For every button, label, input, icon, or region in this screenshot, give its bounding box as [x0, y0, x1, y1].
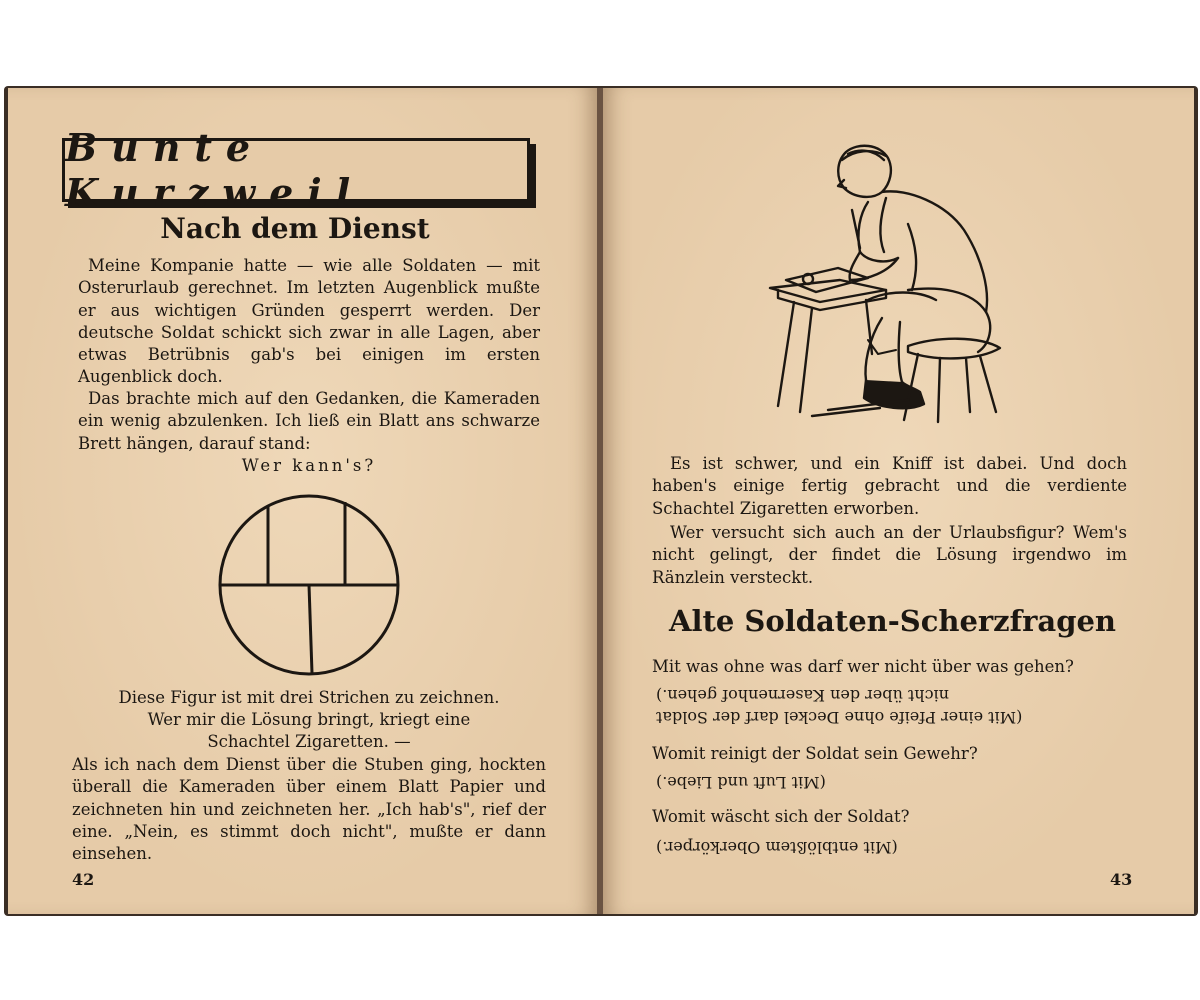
page-number-left: 42: [72, 870, 95, 889]
soldier-illustration: [768, 140, 1008, 425]
question-2: Womit reinigt der Soldat sein Gewehr?: [652, 744, 978, 763]
caption-line-3: Schachtel Zigaretten. —: [207, 732, 411, 751]
wer-kanns-line: Wer kann's?: [241, 456, 377, 475]
page-number-right: 43: [1110, 870, 1133, 889]
answer-2: (Mit Luft und Liebe.): [656, 773, 826, 792]
right-paragraph-2: Wer versucht sich auch an der Urlaubsfigur? Wem's nicht gelingt, der findet die Lösung irgendwo im Ränzlein versteckt.: [652, 523, 1127, 587]
answer-1-line-1: (Mit einer Pfeife ohne Deckel darf der Soldat: [656, 708, 1023, 727]
book-gutter: [597, 88, 603, 914]
left-heading: Nach dem Dienst: [160, 212, 430, 245]
caption-line-1: Diese Figur ist mit drei Strichen zu zeichnen.: [118, 688, 500, 707]
right-heading: Alte Soldaten-Scherzfragen: [668, 604, 1117, 638]
puzzle-vertical-line-3: [309, 585, 312, 673]
puzzle-figure: [210, 492, 410, 682]
left-paragraph-1: Meine Kompanie hatte — wie alle Soldaten — mit Osterurlaub gerechnet. Im letzten Augenblick mußte er aus wichtigen Gründen gesperrt werden. Der deutsche Soldat schickt sich zwar in alle Lagen, aber etwas Betrübnis gab's bei einigen im ersten Augenblick doch.: [78, 256, 540, 387]
left-paragraph-2: Das brachte mich auf den Gedanken, die Kameraden ein wenig abzulenken. Ich ließ ein Blatt ans schwarze Brett hängen, darauf stand:: [78, 389, 540, 453]
question-3: Womit wäscht sich der Soldat?: [652, 807, 910, 826]
left-paragraph-3: Als ich nach dem Dienst über die Stuben ging, hockten überall die Kameraden über einem Blatt Papier und zeichneten hin und zeichneten her. „Ich hab's", rief der eine. „Nein, es stimmt doch nicht", mußte er dann einsehen.: [72, 755, 546, 864]
question-1: Mit was ohne was darf wer nicht über was gehen?: [652, 657, 1074, 676]
banner-title-text: Bunte Kurzweil: [65, 125, 365, 215]
answer-1-line-2: nicht über den Kasernenhof gehen.): [656, 686, 950, 705]
caption-line-2: Wer mir die Lösung bringt, kriegt eine: [147, 710, 471, 729]
banner-title: [62, 125, 530, 215]
answer-3: (Mit entblößtem Oberkörper.): [656, 838, 898, 857]
right-paragraph-1: Es ist schwer, und ein Kniff ist dabei. Und doch haben's einige fertig gebracht und die verdiente Schachtel Zigaretten erworben.: [652, 454, 1127, 518]
